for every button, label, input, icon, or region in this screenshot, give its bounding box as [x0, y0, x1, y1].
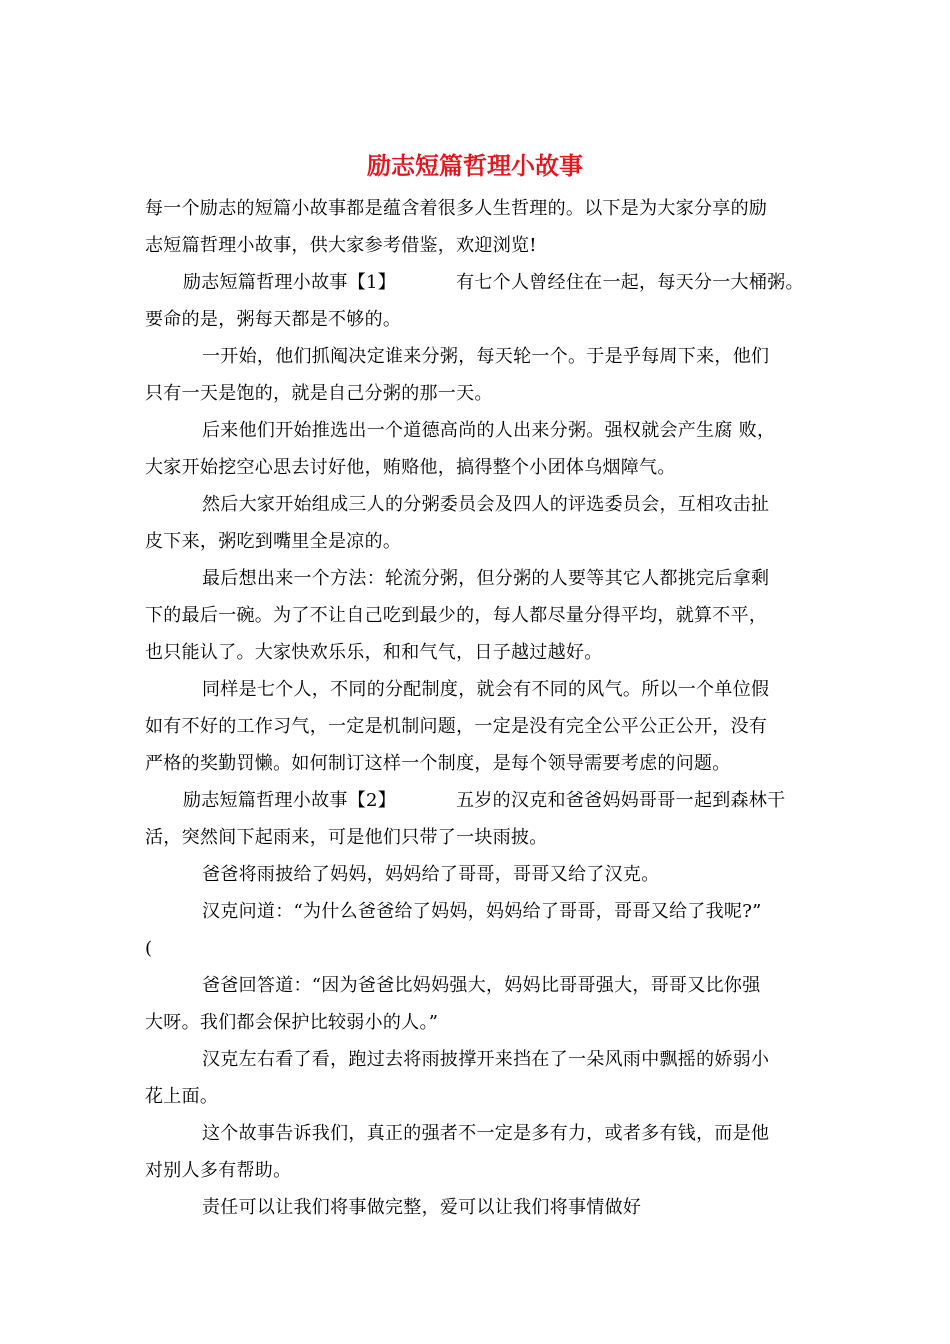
document-title: 励志短篇哲理小故事 [367, 151, 583, 180]
story1-lead: 有七个人曾经住在一起，每天分一大桶粥。 [456, 272, 804, 293]
paragraph-line: 爸爸将雨披给了妈妈，妈妈给了哥哥，哥哥又给了汉克。 [202, 864, 660, 885]
paragraph-line: 皮下来，粥吃到嘴里全是凉的。 [145, 531, 402, 552]
story2-heading: 励志短篇哲理小故事【2】 [183, 790, 397, 811]
paragraph-line: 同样是七个人，不同的分配制度，就会有不同的风气。所以一个单位假 [202, 679, 770, 700]
paragraph-line: ( [145, 938, 153, 959]
paragraph-line: 大呀。我们都会保护比较弱小的人。” [145, 1012, 439, 1033]
paragraph-line: 汉克左右看了看，跑过去将雨披撑开来挡在了一朵风雨中飘摇的娇弱小 [202, 1049, 770, 1070]
paragraph-line: 汉克问道：“为什么爸爸给了妈妈，妈妈给了哥哥，哥哥又给了我呢?” [202, 901, 762, 922]
paragraph-line: 也只能认了。大家快欢乐乐，和和气气，日子越过越好。 [145, 642, 603, 663]
paragraph-line: 这个故事告诉我们，真正的强者不一定是多有力，或者多有钱，而是他 [202, 1123, 770, 1144]
paragraph-line: 要命的是，粥每天都是不够的。 [145, 309, 402, 330]
story2-lead: 五岁的汉克和爸爸妈妈哥哥一起到森林干 [456, 790, 786, 811]
intro-line-2: 志短篇哲理小故事，供大家参考借鉴，欢迎浏览! [145, 235, 537, 256]
paragraph-line: 后来他们开始推选出一个道德高尚的人出来分粥。强权就会产生腐 败， [202, 420, 776, 441]
story2-heading-line [183, 789, 785, 813]
paragraph-line: 然后大家开始组成三人的分粥委员会及四人的评选委员会，互相攻击扯 [202, 494, 770, 515]
story1-heading: 励志短篇哲理小故事【1】 [183, 272, 397, 293]
paragraph-line: 责任可以让我们将事做完整，爱可以让我们将事情做好 [202, 1197, 642, 1218]
intro-line-1: 每一个励志的短篇小故事都是蕴含着很多人生哲理的。以下是为大家分享的励 [145, 198, 768, 219]
paragraph-line: 活，突然间下起雨来，可是他们只带了一块雨披。 [145, 827, 548, 848]
paragraph-line: 一开始，他们抓阄决定谁来分粥，每天轮一个。于是乎每周下来，他们 [202, 346, 770, 367]
paragraph-line: 花上面。 [145, 1086, 219, 1107]
paragraph-line: 只有一天是饱的，就是自己分粥的那一天。 [145, 383, 493, 404]
paragraph-line: 最后想出来一个方法：轮流分粥，但分粥的人要等其它人都挑完后拿剩 [202, 568, 770, 589]
paragraph-line: 对别人多有帮助。 [145, 1160, 292, 1181]
story1-heading-line [183, 271, 804, 295]
paragraph-line: 大家开始挖空心思去讨好他，贿赂他，搞得整个小团体乌烟障气。 [145, 457, 676, 478]
paragraph-line: 爸爸回答道：“因为爸爸比妈妈强大，妈妈比哥哥强大，哥哥又比你强 [202, 975, 761, 996]
paragraph-line: 下的最后一碗。为了不让自己吃到最少的，每人都尽量分得平均，就算不平， [145, 605, 768, 626]
paragraph-line: 如有不好的工作习气，一定是机制问题，一定是没有完全公平公正公开，没有 [145, 716, 768, 737]
paragraph-line: 严格的奖勤罚懒。如何制订这样一个制度，是每个领导需要考虑的问题。 [145, 753, 731, 774]
